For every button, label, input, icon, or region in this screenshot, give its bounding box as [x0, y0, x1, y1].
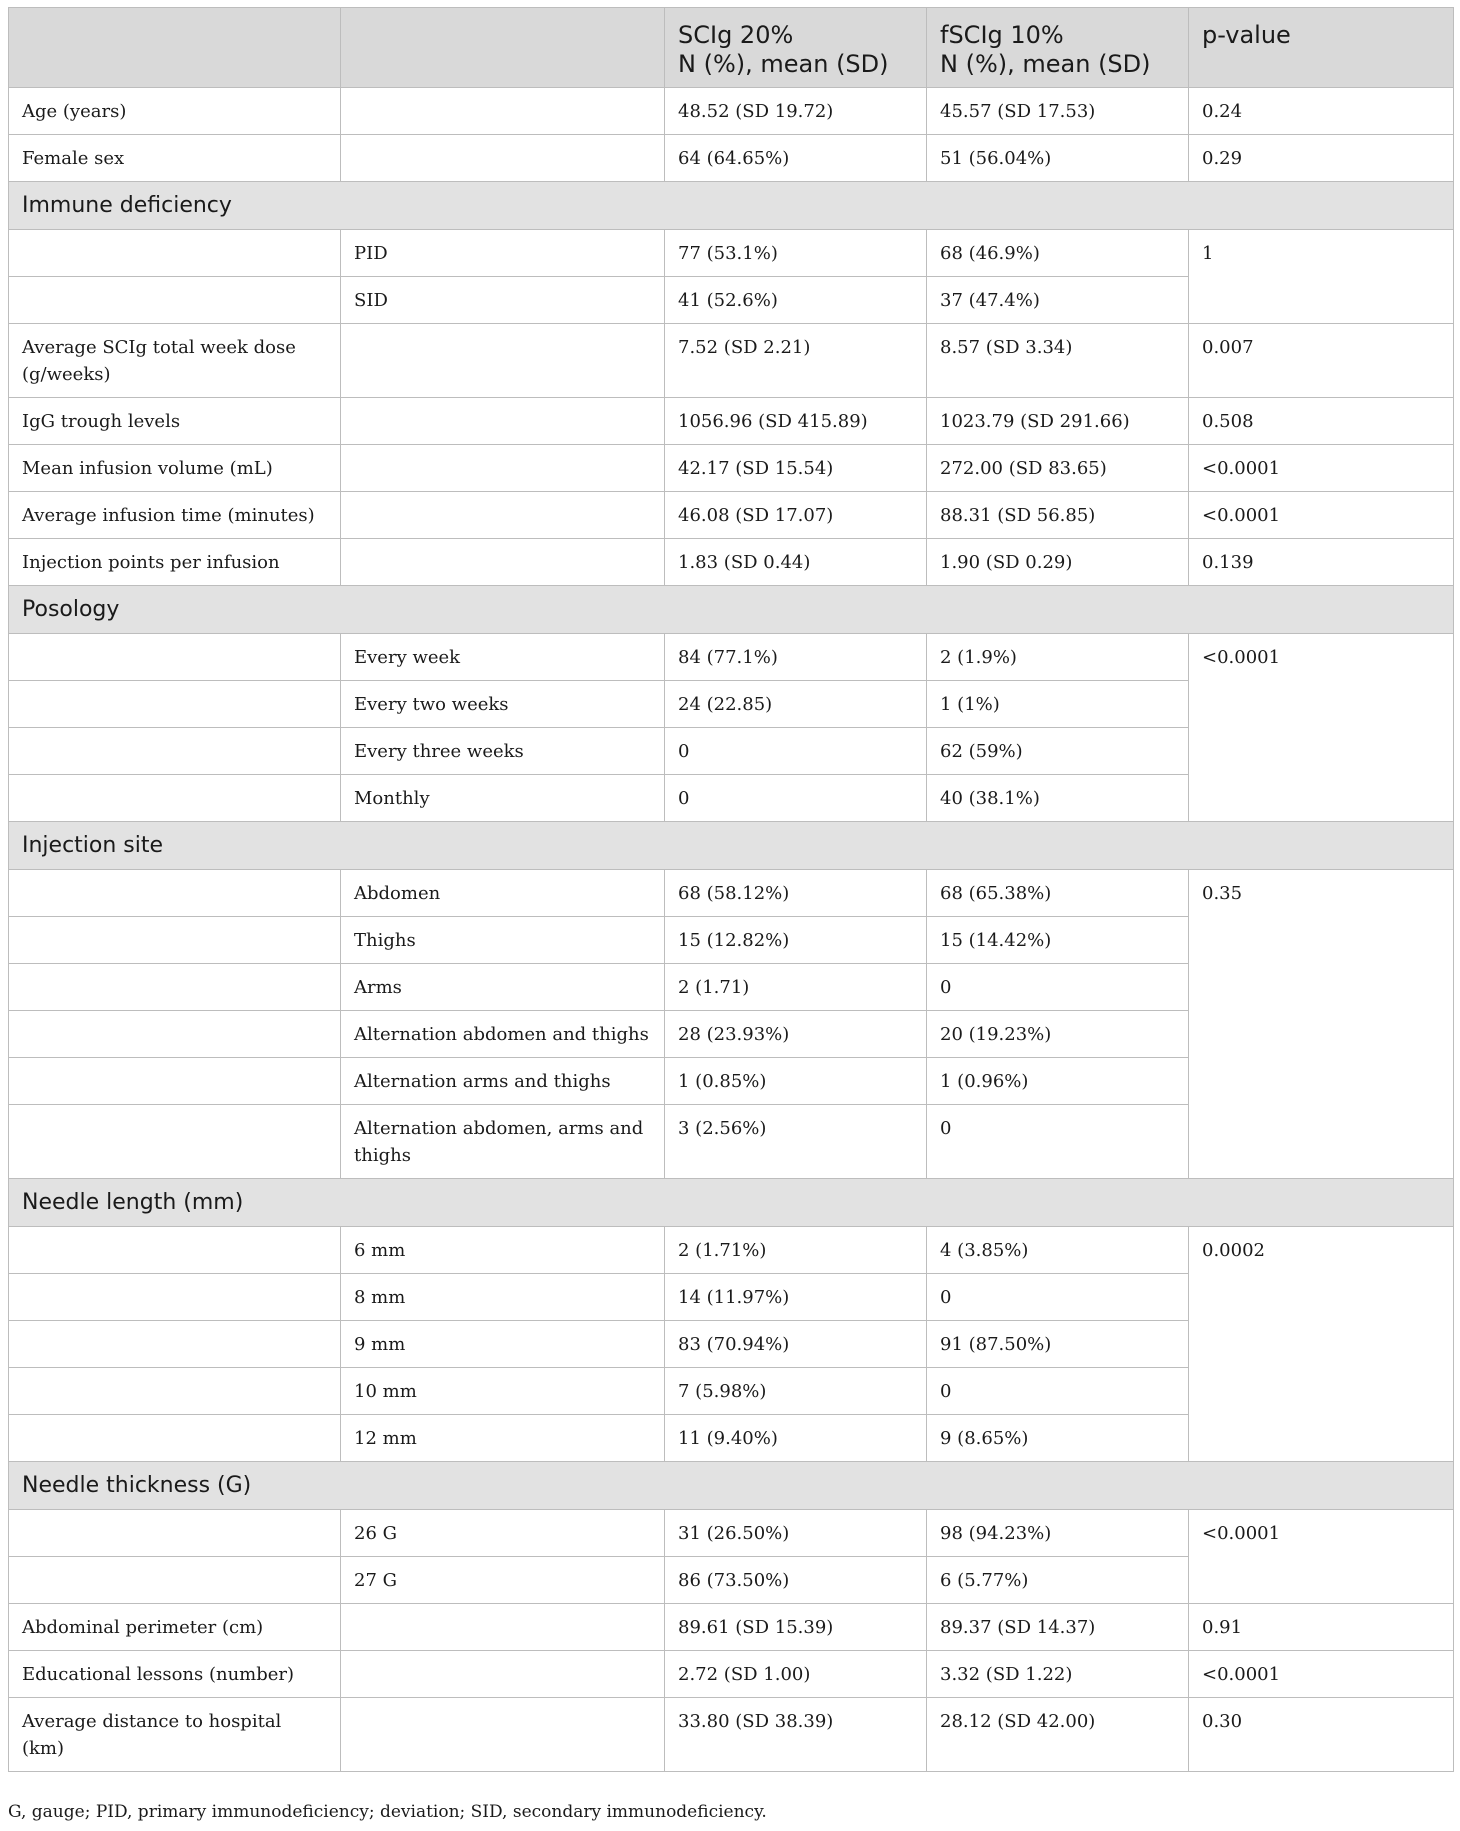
- table-row: [9, 539, 1454, 586]
- cell-subgroup: 6 mm: [341, 1227, 665, 1274]
- cell-scig20: 46.08 (SD 17.07): [665, 492, 927, 539]
- header-cell-fscig10: [927, 8, 1189, 88]
- header-fscig10-line1: fSCIg 10%: [940, 21, 1064, 49]
- cell-fscig10: 4 (3.85%): [927, 1227, 1189, 1274]
- cell-variable: [9, 728, 341, 775]
- cell-scig20: 28 (23.93%): [665, 1011, 927, 1058]
- cell-fscig10: 9 (8.65%): [927, 1415, 1189, 1462]
- cell-subgroup: SID: [341, 277, 665, 324]
- cell-variable: [9, 1058, 341, 1105]
- cell-variable: [9, 1274, 341, 1321]
- header-scig20-line2: N (%), mean (SD): [678, 50, 889, 78]
- cell-subgroup: Every week: [341, 634, 665, 681]
- cell-pvalue: 0.007: [1189, 324, 1454, 398]
- cell-variable: [9, 1415, 341, 1462]
- table-row: [9, 230, 1454, 277]
- cell-subgroup: [341, 398, 665, 445]
- cell-pvalue: 0.30: [1189, 1698, 1454, 1772]
- cell-subgroup: [341, 135, 665, 182]
- cell-variable: [9, 1368, 341, 1415]
- cell-scig20: 84 (77.1%): [665, 634, 927, 681]
- table-row: [9, 1227, 1454, 1274]
- cell-fscig10: 8.57 (SD 3.34): [927, 324, 1189, 398]
- section-label: Needle thickness (G): [9, 1462, 1454, 1510]
- cell-scig20: 1056.96 (SD 415.89): [665, 398, 927, 445]
- cell-scig20: 2.72 (SD 1.00): [665, 1651, 927, 1698]
- cell-scig20: 15 (12.82%): [665, 917, 927, 964]
- cell-subgroup: [341, 88, 665, 135]
- cell-fscig10: 91 (87.50%): [927, 1321, 1189, 1368]
- section-row: [9, 586, 1454, 634]
- cell-pvalue: 1: [1189, 230, 1454, 324]
- cell-fscig10: 40 (38.1%): [927, 775, 1189, 822]
- cell-scig20: 3 (2.56%): [665, 1105, 927, 1179]
- cell-subgroup: PID: [341, 230, 665, 277]
- table-row: [9, 324, 1454, 398]
- cell-fscig10: 37 (47.4%): [927, 277, 1189, 324]
- cell-scig20: 42.17 (SD 15.54): [665, 445, 927, 492]
- table-row: [9, 445, 1454, 492]
- header-cell-scig20: [665, 8, 927, 88]
- header-fscig10-line2: N (%), mean (SD): [940, 50, 1151, 78]
- cell-scig20: 83 (70.94%): [665, 1321, 927, 1368]
- cell-subgroup: Abdomen: [341, 870, 665, 917]
- cell-subgroup: 8 mm: [341, 1274, 665, 1321]
- cell-pvalue: <0.0001: [1189, 1510, 1454, 1604]
- cell-scig20: 41 (52.6%): [665, 277, 927, 324]
- table-row: [9, 1698, 1454, 1772]
- cell-fscig10: 0: [927, 1105, 1189, 1179]
- table-row: [9, 135, 1454, 182]
- cell-fscig10: 1023.79 (SD 291.66): [927, 398, 1189, 445]
- cell-subgroup: 12 mm: [341, 1415, 665, 1462]
- table-row: [9, 1651, 1454, 1698]
- cell-subgroup: [341, 492, 665, 539]
- section-row: [9, 1179, 1454, 1227]
- cell-scig20: 7.52 (SD 2.21): [665, 324, 927, 398]
- cell-fscig10: 1 (1%): [927, 681, 1189, 728]
- cell-variable: [9, 634, 341, 681]
- cell-subgroup: 27 G: [341, 1557, 665, 1604]
- cell-subgroup: 26 G: [341, 1510, 665, 1557]
- cell-subgroup: 9 mm: [341, 1321, 665, 1368]
- cell-scig20: 48.52 (SD 19.72): [665, 88, 927, 135]
- cell-variable: [9, 1227, 341, 1274]
- cell-subgroup: [341, 1651, 665, 1698]
- section-label: Immune deficiency: [9, 182, 1454, 230]
- cell-pvalue: <0.0001: [1189, 1651, 1454, 1698]
- table-footnote: G, gauge; PID, primary immunodeficiency; deviation; SID, secondary immunodeficiency.: [8, 1802, 767, 1822]
- cell-subgroup: [341, 539, 665, 586]
- cell-variable: Educational lessons (number): [9, 1651, 341, 1698]
- cell-subgroup: Thighs: [341, 917, 665, 964]
- cell-variable: [9, 1105, 341, 1179]
- cell-pvalue: 0.91: [1189, 1604, 1454, 1651]
- cell-variable: [9, 870, 341, 917]
- section-label: Injection site: [9, 822, 1454, 870]
- cell-subgroup: 10 mm: [341, 1368, 665, 1415]
- cell-fscig10: 89.37 (SD 14.37): [927, 1604, 1189, 1651]
- cell-variable: Average distance to hospital (km): [9, 1698, 341, 1772]
- cell-pvalue: 0.0002: [1189, 1227, 1454, 1462]
- cell-scig20: 0: [665, 728, 927, 775]
- table-row: [9, 634, 1454, 681]
- cell-variable: [9, 1557, 341, 1604]
- cell-pvalue: 0.508: [1189, 398, 1454, 445]
- cell-variable: [9, 1510, 341, 1557]
- cell-scig20: 68 (58.12%): [665, 870, 927, 917]
- cell-pvalue: 0.139: [1189, 539, 1454, 586]
- cell-subgroup: Arms: [341, 964, 665, 1011]
- cell-scig20: 86 (73.50%): [665, 1557, 927, 1604]
- cell-fscig10: 98 (94.23%): [927, 1510, 1189, 1557]
- cell-fscig10: 15 (14.42%): [927, 917, 1189, 964]
- cell-subgroup: Alternation abdomen and thighs: [341, 1011, 665, 1058]
- cell-scig20: 77 (53.1%): [665, 230, 927, 277]
- header-cell-pvalue: p-value: [1189, 8, 1454, 88]
- cell-scig20: 64 (64.65%): [665, 135, 927, 182]
- table-row: [9, 398, 1454, 445]
- cell-fscig10: 68 (65.38%): [927, 870, 1189, 917]
- cell-fscig10: 3.32 (SD 1.22): [927, 1651, 1189, 1698]
- cell-pvalue: <0.0001: [1189, 634, 1454, 822]
- cell-variable: IgG trough levels: [9, 398, 341, 445]
- cell-fscig10: 2 (1.9%): [927, 634, 1189, 681]
- cell-fscig10: 272.00 (SD 83.65): [927, 445, 1189, 492]
- cell-variable: Average SCIg total week dose (g/weeks): [9, 324, 341, 398]
- cell-fscig10: 6 (5.77%): [927, 1557, 1189, 1604]
- cell-pvalue: 0.29: [1189, 135, 1454, 182]
- section-row: [9, 822, 1454, 870]
- cell-variable: [9, 230, 341, 277]
- cell-pvalue: 0.35: [1189, 870, 1454, 1179]
- cell-variable: [9, 964, 341, 1011]
- table-body: [9, 88, 1454, 1772]
- cell-variable: [9, 277, 341, 324]
- cell-variable: Mean infusion volume (mL): [9, 445, 341, 492]
- cell-scig20: 14 (11.97%): [665, 1274, 927, 1321]
- cell-fscig10: 1 (0.96%): [927, 1058, 1189, 1105]
- header-scig20-line1: SCIg 20%: [678, 21, 794, 49]
- cell-fscig10: 0: [927, 964, 1189, 1011]
- section-row: [9, 1462, 1454, 1510]
- table-row: [9, 492, 1454, 539]
- cell-fscig10: 20 (19.23%): [927, 1011, 1189, 1058]
- section-label: Posology: [9, 586, 1454, 634]
- cell-variable: [9, 681, 341, 728]
- cell-fscig10: 45.57 (SD 17.53): [927, 88, 1189, 135]
- cell-fscig10: 51 (56.04%): [927, 135, 1189, 182]
- cell-scig20: 2 (1.71%): [665, 1227, 927, 1274]
- cell-variable: [9, 1321, 341, 1368]
- table-row: [9, 1604, 1454, 1651]
- cell-subgroup: Monthly: [341, 775, 665, 822]
- cell-scig20: 0: [665, 775, 927, 822]
- cell-fscig10: 88.31 (SD 56.85): [927, 492, 1189, 539]
- cell-pvalue: <0.0001: [1189, 492, 1454, 539]
- cell-pvalue: <0.0001: [1189, 445, 1454, 492]
- cell-scig20: 1 (0.85%): [665, 1058, 927, 1105]
- header-cell-variable: [9, 8, 341, 88]
- table-row: [9, 1510, 1454, 1557]
- table-row: [9, 88, 1454, 135]
- cell-variable: [9, 1011, 341, 1058]
- cell-fscig10: 62 (59%): [927, 728, 1189, 775]
- cell-fscig10: 28.12 (SD 42.00): [927, 1698, 1189, 1772]
- cell-variable: [9, 775, 341, 822]
- cell-fscig10: 68 (46.9%): [927, 230, 1189, 277]
- cell-scig20: 1.83 (SD 0.44): [665, 539, 927, 586]
- cell-subgroup: Alternation arms and thighs: [341, 1058, 665, 1105]
- cell-subgroup: [341, 1604, 665, 1651]
- cell-scig20: 33.80 (SD 38.39): [665, 1698, 927, 1772]
- cell-subgroup: Alternation abdomen, arms and thighs: [341, 1105, 665, 1179]
- cell-scig20: 7 (5.98%): [665, 1368, 927, 1415]
- section-row: [9, 182, 1454, 230]
- cell-scig20: 2 (1.71): [665, 964, 927, 1011]
- cell-variable: [9, 917, 341, 964]
- data-table-container: [8, 7, 1453, 1772]
- cell-variable: Injection points per infusion: [9, 539, 341, 586]
- cell-subgroup: Every three weeks: [341, 728, 665, 775]
- cell-pvalue: 0.24: [1189, 88, 1454, 135]
- cell-fscig10: 1.90 (SD 0.29): [927, 539, 1189, 586]
- cell-fscig10: 0: [927, 1368, 1189, 1415]
- cell-subgroup: [341, 1698, 665, 1772]
- cell-fscig10: 0: [927, 1274, 1189, 1321]
- cell-variable: Average infusion time (minutes): [9, 492, 341, 539]
- results-table: [8, 7, 1454, 1772]
- cell-scig20: 11 (9.40%): [665, 1415, 927, 1462]
- cell-variable: Abdominal perimeter (cm): [9, 1604, 341, 1651]
- table-header-row: [9, 8, 1454, 88]
- cell-subgroup: [341, 445, 665, 492]
- cell-scig20: 89.61 (SD 15.39): [665, 1604, 927, 1651]
- cell-subgroup: [341, 324, 665, 398]
- table-row: [9, 870, 1454, 917]
- cell-scig20: 24 (22.85): [665, 681, 927, 728]
- cell-subgroup: Every two weeks: [341, 681, 665, 728]
- cell-scig20: 31 (26.50%): [665, 1510, 927, 1557]
- section-label: Needle length (mm): [9, 1179, 1454, 1227]
- header-cell-subgroup: [341, 8, 665, 88]
- cell-variable: Age (years): [9, 88, 341, 135]
- cell-variable: Female sex: [9, 135, 341, 182]
